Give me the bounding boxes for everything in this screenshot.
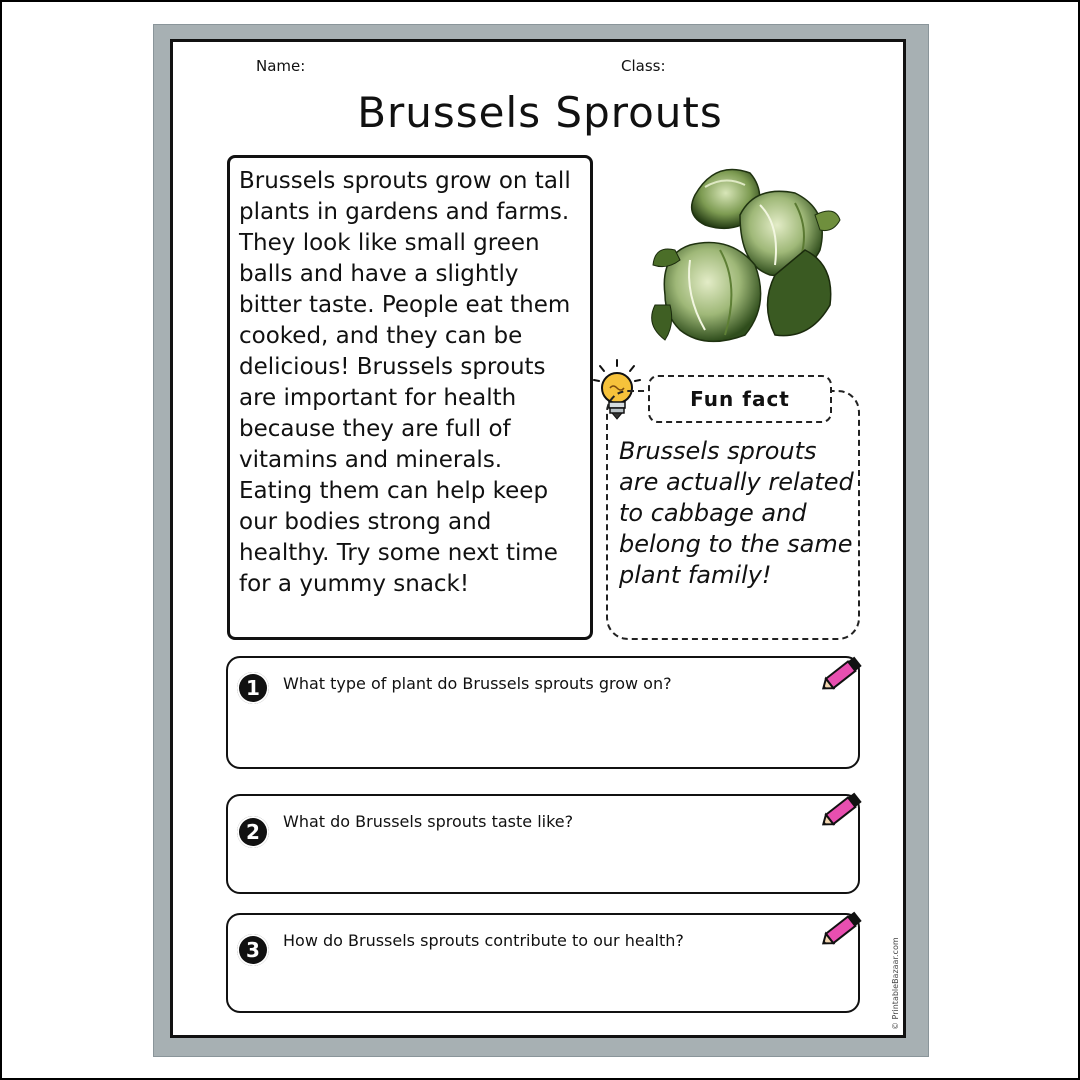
copyright-text: © PrintableBazaar.com (891, 937, 900, 1030)
pencil-icon (818, 786, 868, 832)
question-text-1: What type of plant do Brussels sprouts grow on? (283, 674, 672, 693)
question-number-2: 2 (237, 816, 269, 848)
fun-fact-text: Brussels sprouts are actually related to cabbage and belong to the same plant family! (619, 437, 854, 589)
name-label: Name: (256, 57, 306, 75)
story-box (227, 155, 593, 640)
question-text-2: What do Brussels sprouts taste like? (283, 812, 574, 831)
pencil-icon (818, 650, 868, 696)
answer-box-3[interactable] (226, 913, 860, 1013)
class-label: Class: (621, 57, 666, 75)
page-title: Brussels Sprouts (357, 88, 723, 137)
answer-box-1[interactable] (226, 656, 860, 769)
fun-fact-label: Fun fact (648, 375, 832, 423)
story-text: Brussels sprouts grow on tall plants in gardens and farms. They look like small green balls and have a slightly bitter taste. People eat them cooked, and they can be delicious! Brussels sprouts are important for health because they are full of vitamins and minerals. Eating them can help keep our bodies strong and healthy. Try some next time for a yummy snack! (239, 168, 571, 597)
question-number-3: 3 (237, 934, 269, 966)
question-number-1: 1 (237, 672, 269, 704)
brussels-sprouts-illustration (645, 155, 850, 355)
pencil-icon (818, 905, 868, 951)
question-text-3: How do Brussels sprouts contribute to our health? (283, 931, 684, 950)
answer-box-2[interactable] (226, 794, 860, 894)
